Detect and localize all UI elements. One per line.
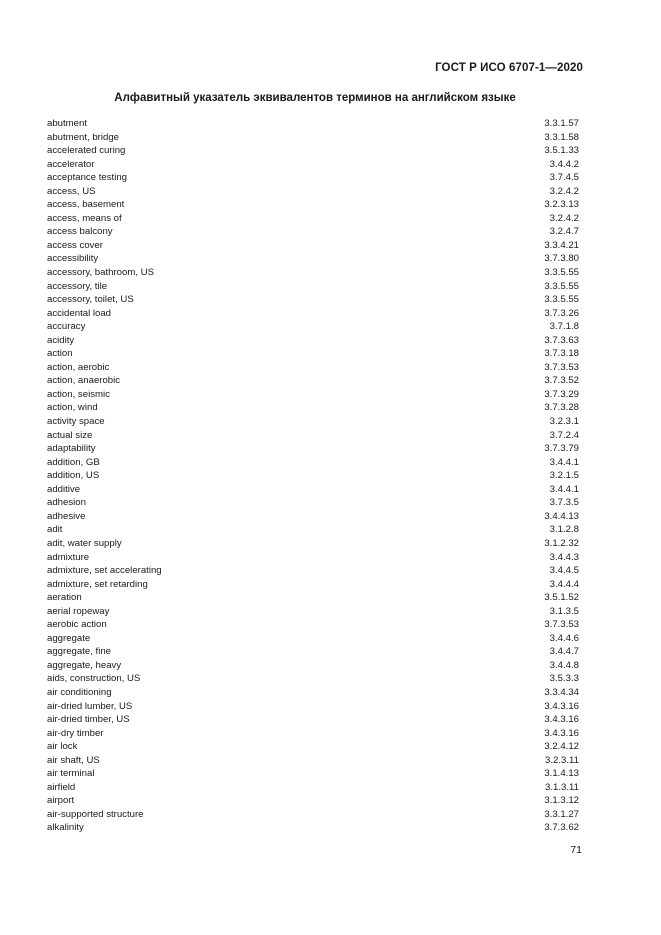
index-reference: 3.7.3.80 [544,253,579,265]
index-term: accessory, toilet, US [47,294,134,306]
index-entry [47,483,579,497]
index-term: action, seismic [47,388,110,400]
index-entry [47,401,579,415]
index-term: addition, US [47,470,100,482]
index-entry [47,510,579,524]
index-reference: 3.3.1.27 [544,808,579,820]
index-term: abutment [47,118,88,129]
index-entry [47,144,579,158]
index-term: action [47,348,73,360]
index-entry [47,361,579,375]
index-term: abutment, bridge [47,131,119,143]
index-reference: 3.7.1.8 [549,321,579,333]
index-entry [47,740,579,754]
index-term: accessory, bathroom, US [47,267,154,279]
index-term: access, US [47,185,96,197]
index-entry [47,225,579,239]
index-reference: 3.7.3.79 [544,443,579,455]
index-term: air lock [47,741,78,753]
index-entry [47,293,579,307]
index-entry [47,320,579,334]
index-term: admixture [47,551,90,563]
index-term: aids, construction, US [47,673,141,685]
index-reference: 3.5.1.52 [544,592,579,604]
index-entry [47,537,579,551]
index-term: action, aerobic [47,361,110,373]
index-reference: 3.7.3.5 [549,497,579,509]
index-reference: 3.4.4.1 [549,483,579,495]
index-reference: 3.3.4.34 [544,686,579,698]
index-entry [47,672,579,686]
index-entry [47,632,579,646]
index-reference: 3.2.3.13 [544,199,579,211]
index-term: adhesion [47,497,86,509]
index-entry [47,117,579,131]
index-term: aeration [47,592,82,604]
index-entry [47,578,579,592]
index-reference: 3.2.3.1 [549,416,579,428]
index-reference: 3.2.4.12 [544,741,579,753]
index-term: accelerator [47,158,95,170]
index-term: adaptability [47,443,96,455]
index-term: accessory, tile [47,280,108,292]
index-entry [47,131,579,145]
index-reference: 3.3.5.55 [544,294,579,306]
index-entry [47,252,579,266]
index-term: aerial ropeway [47,605,110,617]
index-term: aerobic action [47,619,107,631]
index-entry [47,645,579,659]
index-reference: 3.7.3.28 [544,402,579,414]
index-term: air-dried lumber, US [47,700,133,712]
index-entry [47,686,579,700]
index-entry [47,469,579,483]
index-reference: 3.1.4.13 [544,768,579,780]
index-reference: 3.2.4.7 [549,226,579,238]
index-reference: 3.2.3.11 [545,754,579,766]
index-entry [47,821,579,835]
index-reference: 3.1.2.8 [549,524,579,536]
index-reference: 3.3.5.55 [544,280,579,292]
index-reference: 3.2.4.2 [549,185,579,197]
index-reference: 3.4.4.3 [549,551,579,563]
index-reference: 3.3.1.58 [544,131,579,143]
index-reference: 3.4.4.8 [549,659,579,671]
index-term: accidental load [47,307,112,319]
index-entry [47,767,579,781]
index-term: accuracy [47,321,86,333]
index-entry [47,591,579,605]
index-reference: 3.7.3.52 [544,375,579,387]
index-reference: 3.7.3.63 [544,334,579,346]
index-reference: 3.5.1.33 [544,145,579,157]
index-reference: 3.7.2.4 [549,429,579,441]
index-entry [47,415,579,429]
document-id: ГОСТ Р ИСО 6707-1—2020 [435,62,583,74]
index-entry [47,659,579,673]
index-reference: 3.4.4.5 [549,565,579,577]
index-reference: 3.7.3.29 [544,388,579,400]
index-term: addition, GB [47,456,100,468]
index-entry [47,794,579,808]
index-term: access, means of [47,212,122,224]
index-entry [47,551,579,565]
index-term: air terminal [47,768,95,780]
index-reference: 3.4.4.13 [544,510,579,522]
index-term: air conditioning [47,686,112,698]
index-term: admixture, set retarding [47,578,148,590]
index-reference: 3.1.3.11 [545,781,579,793]
index-reference: 3.3.5.55 [544,267,579,279]
index-reference: 3.2.1.5 [549,470,579,482]
index-entry [47,523,579,537]
index-term: air-dry timber [47,727,104,739]
index-entry [47,198,579,212]
index-entry [47,158,579,172]
index-reference: 3.1.2.32 [544,537,579,549]
index-entry [47,808,579,822]
index-term: aggregate, fine [47,646,112,658]
index-term: adit [47,524,63,536]
index-term: airport [47,795,75,807]
index-entry [47,334,579,348]
index-reference: 3.4.4.2 [549,158,579,170]
index-entry [47,280,579,294]
index-reference: 3.3.1.57 [544,118,579,129]
index-entry [47,496,579,510]
index-term: actual size [47,429,93,441]
index-term: accessibility [47,253,99,265]
index-reference: 3.7.3.26 [544,307,579,319]
index-term: air-dried timber, US [47,714,130,726]
index-term: alkalinity [47,822,84,834]
index-reference: 3.7.3.53 [544,361,579,373]
index-term: acidity [47,334,75,346]
index-entry [47,618,579,632]
index-entry [47,442,579,456]
index-reference: 3.7.3.18 [544,348,579,360]
index-entry [47,564,579,578]
index-term: aggregate [47,632,91,644]
index-reference: 3.5.3.3 [549,673,579,685]
index-reference: 3.2.4.2 [549,212,579,224]
index-entry [47,456,579,470]
index-entry [47,700,579,714]
index-entry [47,171,579,185]
index-term: accelerated curing [47,145,126,157]
index-entry [47,429,579,443]
index-entry [47,754,579,768]
index-term: activity space [47,416,105,428]
index-term: access balcony [47,226,113,238]
index-reference: 3.4.3.16 [544,714,579,726]
index-term: adhesive [47,510,86,522]
index-entry [47,727,579,741]
index-term: action, wind [47,402,98,414]
page-number: 71 [570,844,582,856]
term-index-list [47,117,579,835]
index-term: aggregate, heavy [47,659,122,671]
index-reference: 3.4.3.16 [544,727,579,739]
index-term: adit, water supply [47,537,122,549]
index-entry [47,781,579,795]
index-reference: 3.4.4.1 [549,456,579,468]
index-reference: 3.7.4.5 [549,172,579,184]
index-term: air-supported structure [47,808,144,820]
index-term: access cover [47,239,103,251]
index-reference: 3.4.4.6 [549,632,579,644]
index-term: admixture, set accelerating [47,565,162,577]
index-entry [47,266,579,280]
index-title: Алфавитный указатель эквивалентов терминов на английском языке [114,92,516,104]
index-reference: 3.7.3.62 [544,822,579,834]
index-entry [47,713,579,727]
index-reference: 3.7.3.53 [544,619,579,631]
index-reference: 3.4.3.16 [544,700,579,712]
index-entry [47,185,579,199]
index-entry [47,212,579,226]
index-entry [47,374,579,388]
index-entry [47,239,579,253]
index-reference: 3.1.3.12 [544,795,579,807]
index-entry [47,388,579,402]
index-entry [47,605,579,619]
index-entry [47,347,579,361]
index-reference: 3.4.4.4 [549,578,579,590]
index-reference: 3.4.4.7 [549,646,579,658]
index-term: access, basement [47,199,125,211]
index-term: acceptance testing [47,172,128,184]
index-term: action, anaerobic [47,375,121,387]
index-reference: 3.3.4.21 [544,239,579,251]
index-entry [47,307,579,321]
index-term: additive [47,483,81,495]
index-reference: 3.1.3.5 [549,605,579,617]
index-term: airfield [47,781,76,793]
index-term: air shaft, US [47,754,100,766]
